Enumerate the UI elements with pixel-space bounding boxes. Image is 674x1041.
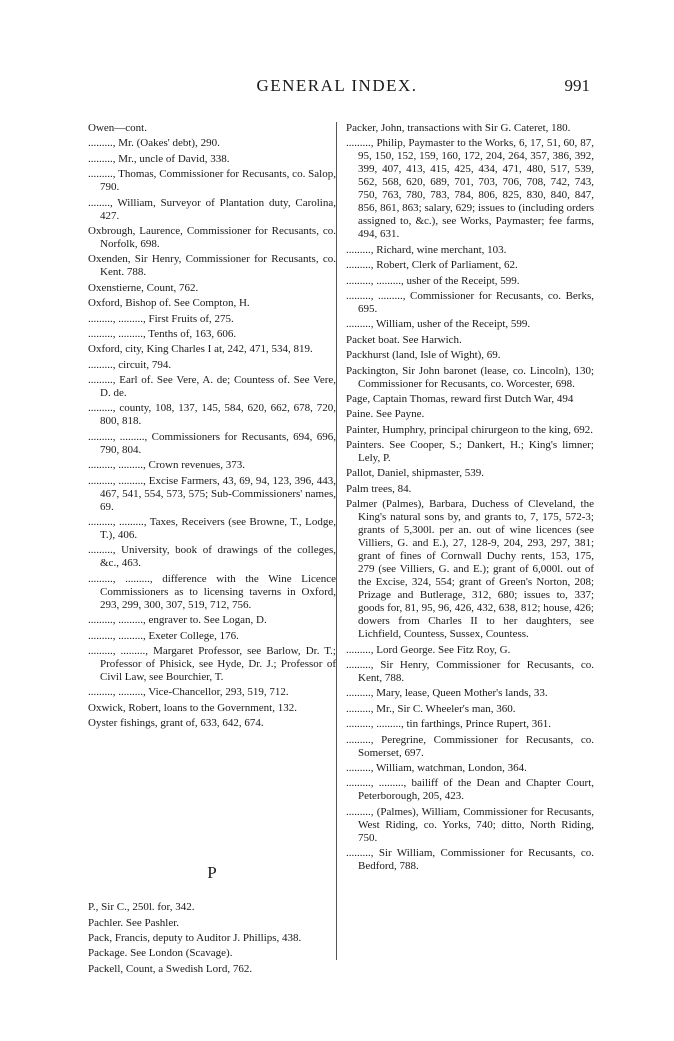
page-number: 991: [564, 76, 590, 95]
running-head: [0, 76, 674, 102]
index-entry: ........., ........., Excise Farmers, 43, 69, 94, 123, 396, 443, 467, 541, 554, 573, 575; Sub-Commissioners' names, 69.: [88, 474, 336, 513]
index-entry: ........, William, Surveyor of Plantation duty, Carolina, 427.: [88, 196, 336, 222]
column-divider: [336, 122, 337, 960]
index-entry: Pack, Francis, deputy to Auditor J. Phillips, 438.: [88, 931, 302, 944]
index-entry: ........., Sir Henry, Commissioner for Recusants, co. Kent, 788.: [346, 659, 594, 685]
index-entry: ........., Mr., uncle of David, 338.: [88, 152, 230, 165]
index-entry: Oxwick, Robert, loans to the Government, 132.: [88, 701, 297, 714]
index-entry: ........., Mary, lease, Queen Mother's lands, 33.: [346, 687, 548, 700]
index-entry: ........., circuit, 794.: [88, 358, 172, 371]
index-entry: Oxenden, Sir Henry, Commissioner for Recusants, co. Kent. 788.: [88, 253, 336, 279]
index-entry: ........., ........., usher of the Receipt, 599.: [346, 274, 520, 287]
index-entry: P., Sir C., 250l. for, 342.: [88, 901, 195, 914]
index-entry: ........., ........., Commissioners for Recusants, 694, 696, 790, 804.: [88, 430, 336, 456]
index-entry: Owen—cont.: [88, 122, 147, 134]
section-letter-heading: P: [207, 863, 217, 883]
index-entry: ........., Peregrine, Commissioner for Recusants, co. Somerset, 697.: [346, 733, 594, 759]
index-entry: Packell, Count, a Swedish Lord, 762.: [88, 962, 253, 975]
index-entry: Packet boat. See Harwich.: [346, 333, 462, 346]
index-entry: ........., ........., Exeter College, 176.: [88, 629, 239, 642]
index-entry: Packington, Sir John baronet (lease, co. Lincoln), 130; Commissioner for Recusants, co. Worcester, 698.: [346, 364, 594, 390]
index-entry: ........., county, 108, 137, 145, 584, 620, 662, 678, 720, 800, 818.: [88, 402, 336, 428]
index-entry: ........., ........., tin farthings, Prince Rupert, 361.: [346, 718, 552, 731]
index-entry: ........., ........., Margaret Professor, see Barlow, Dr. T.; Professor of Phisick, see Hyde, Dr. J.; Professor of Civil Law, see Bourchier, T.: [88, 644, 336, 683]
index-entry: ........., Earl of. See Vere, A. de; Countess of. See Vere, D. de.: [88, 374, 336, 400]
index-entry: ........., Thomas, Commissioner for Recusants, co. Salop, 790.: [88, 168, 336, 194]
index-entry: ........., ........., Tenths of, 163, 606.: [88, 327, 237, 340]
right-column: [346, 122, 594, 876]
index-entry: Page, Captain Thomas, reward first Dutch War, 494: [346, 392, 574, 405]
index-entry: ........., ........., difference with the Wine Licence Commissioners as to licensing taverns in Oxford, 293, 299, 300, 307, 519, 712, 756.: [88, 572, 336, 611]
index-entry: ........., ........., bailiff of the Dean and Chapter Court, Peterborough, 205, 423.: [346, 777, 594, 803]
index-entry: Palmer (Palmes), Barbara, Duchess of Cleveland, the King's natural sons by, and grants to, 7, 175, 572-3; grants of 5,300l. per an. out of wine licences (see Villiers, G. and E.), 27, 128-9, 204, 293, 297, 381; grant of fines of Cornwall Duchy rents, 153, 175, 279 (see Villiers, G. and E.); grant of 6,000l. out of the Excise, 324, 554; grant of Green's Norton, 208; Prizage and Butlerage, 312, 680; issues to, 337; goods for, 81, 95, 96, 426, 432, 638, 812; house, 426; dowers from Charles II to her daughters, see Lichfield, Countess, Sussex, Countess.: [346, 498, 594, 641]
index-entry: ........., ........., Commissioner for Recusants, co. Berks, 695.: [346, 289, 594, 315]
index-entry: Pachler. See Pashler.: [88, 916, 180, 929]
index-entry: Package. See London (Scavage).: [88, 947, 233, 960]
index-entry: ........., Robert, Clerk of Parliament, 62.: [346, 259, 518, 272]
index-entry: ........., Philip, Paymaster to the Works, 6, 17, 51, 60, 87, 95, 150, 152, 159, 160, 172, 204, 264, 357, 386, 392, 399, 407, 413, 415, 425, 434, 471, 480, 517, 539, 562, 568, 620, 689, 701, 703, 706, 708, 742, 743, 750, 763, 780, 783, 784, 806, 825, 830, 840, 847, 856, 861, 863; salary, 629; issues to (including orders assigned to, &c.), see Works, Paymaster; fee farms, 494, 631.: [346, 137, 594, 241]
index-entry: ........., Mr., Sir C. Wheeler's man, 360.: [346, 702, 516, 715]
index-entry: ........., ........., First Fruits of, 275.: [88, 312, 234, 325]
page-title: GENERAL INDEX.: [256, 76, 418, 95]
index-entry: ........., (Palmes), William, Commissioner for Recusants, West Riding, co. Yorks, 740; ditto, North Riding, 750.: [346, 805, 594, 844]
right-entry-list: [346, 122, 594, 873]
index-entry: ........., ........., Vice-Chancellor, 293, 519, 712.: [88, 686, 289, 699]
index-entry: ........., Sir William, Commissioner for Recusants, co. Bedford, 788.: [346, 847, 594, 873]
index-entry: Oyster fishings, grant of, 633, 642, 674.: [88, 717, 264, 730]
index-entry: Packhurst (land, Isle of Wight), 69.: [346, 349, 501, 362]
index-entry: Paine. See Payne.: [346, 408, 425, 421]
index-entry: Oxenstierne, Count, 762.: [88, 281, 199, 294]
index-entry: ........., ........., Taxes, Receivers (see Browne, T., Lodge, T.), 406.: [88, 516, 336, 542]
index-entry: ........., University, book of drawings of the colleges, &c., 463.: [88, 544, 336, 570]
index-entry: ........., Lord George. See Fitz Roy, G.: [346, 643, 511, 656]
index-entry: ........., Richard, wine merchant, 103.: [346, 243, 507, 256]
index-entry: ........., ........., Crown revenues, 373.: [88, 459, 246, 472]
index-entry: Painters. See Cooper, S.; Dankert, H.; King's limner; Lely, P.: [346, 439, 594, 465]
index-entry: Painter, Humphry, principal chirurgeon to the king, 692.: [346, 423, 594, 436]
index-entry: ........., Mr. (Oakes' debt), 290.: [88, 137, 220, 150]
index-entry: ........., ........., engraver to. See Logan, D.: [88, 614, 267, 627]
index-entry: Pallot, Daniel, shipmaster, 539.: [346, 467, 484, 480]
index-entry: ........., William, watchman, London, 364.: [346, 761, 527, 774]
index-entry: Oxford, city, King Charles I at, 242, 471, 534, 819.: [88, 343, 313, 356]
index-entry: Oxford, Bishop of. See Compton, H.: [88, 297, 250, 310]
index-entry: ........., William, usher of the Receipt, 599.: [346, 318, 531, 331]
p-entry-list: [88, 901, 336, 976]
left-entry-list: [88, 122, 336, 730]
index-entry: Palm trees, 84.: [346, 482, 412, 495]
left-column: [88, 122, 336, 978]
index-entry: Oxbrough, Laurence, Commissioner for Recusants, co. Norfolk, 698.: [88, 224, 336, 250]
index-entry: Packer, John, transactions with Sir G. Cateret, 180.: [346, 122, 571, 134]
